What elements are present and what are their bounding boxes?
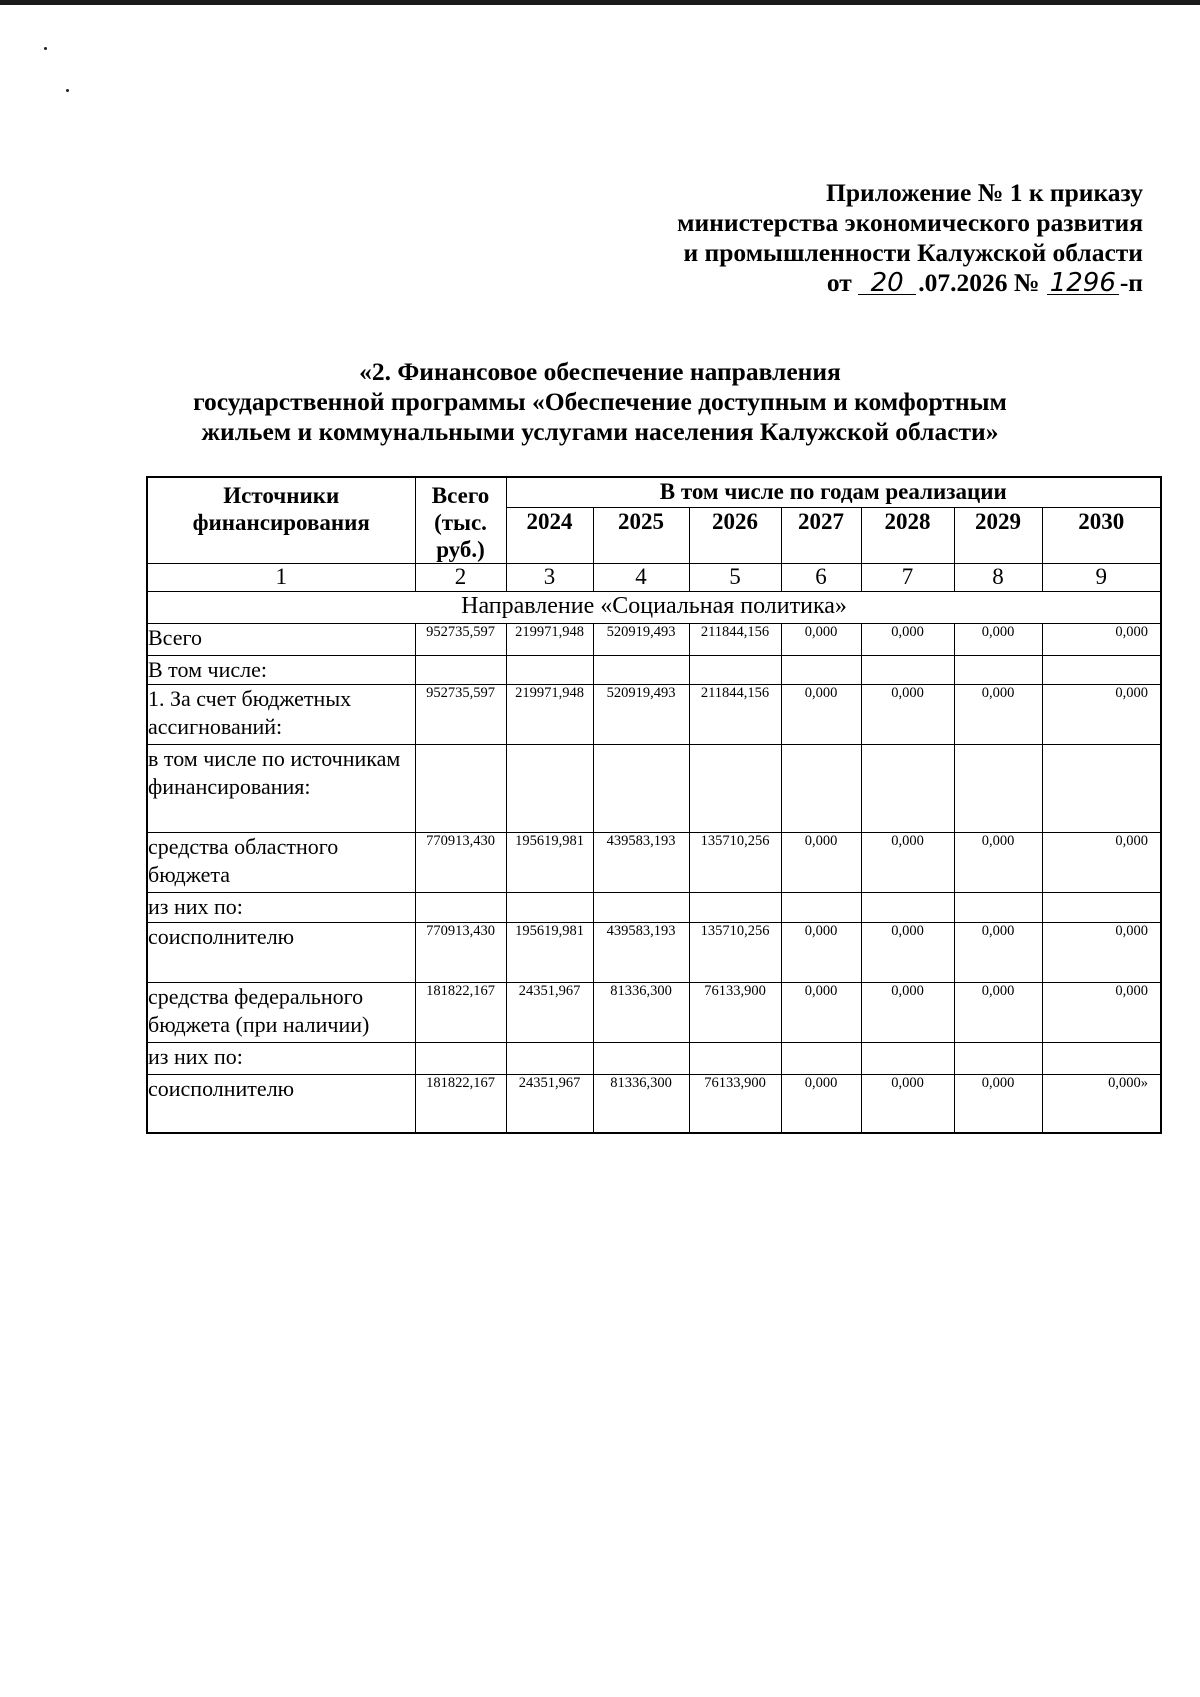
- cell-year: [861, 893, 954, 923]
- scan-speck: [66, 89, 69, 92]
- date-rest: .07.2026 №: [918, 268, 1040, 297]
- cell-year: [1042, 656, 1161, 685]
- handwritten-order-number: 1296: [1047, 272, 1119, 295]
- cell-year: 211844,156: [689, 624, 781, 656]
- row-label: Всего: [147, 624, 415, 656]
- cell-year: 0,000: [1042, 685, 1161, 745]
- table-row: [147, 1075, 1161, 1133]
- cell-year: 520919,493: [593, 685, 689, 745]
- cell-year: 219971,948: [506, 685, 593, 745]
- header-years-group: В том числе по годам реализации: [506, 477, 1161, 507]
- cell-year: 0,000: [781, 1075, 861, 1133]
- section-title: Направление «Социальная политика»: [147, 592, 1161, 624]
- cell-year: [689, 1043, 781, 1075]
- table-row: [147, 983, 1161, 1043]
- cell-year: 76133,900: [689, 983, 781, 1043]
- column-number-row: [147, 564, 1161, 592]
- cell-year: 195619,981: [506, 833, 593, 893]
- cell-year: 0,000: [954, 685, 1042, 745]
- document-header: [677, 178, 1143, 298]
- cell-year: [689, 893, 781, 923]
- cell-total: 952735,597: [415, 685, 506, 745]
- cell-year: 219971,948: [506, 624, 593, 656]
- cell-year: 24351,967: [506, 983, 593, 1043]
- cell-year: 0,000: [781, 983, 861, 1043]
- cell-total: 770913,430: [415, 833, 506, 893]
- table-row: [147, 656, 1161, 685]
- cell-year: 0,000: [861, 983, 954, 1043]
- scan-top-edge: [0, 0, 1200, 5]
- cell-year: [593, 745, 689, 833]
- cell-year: 0,000: [861, 833, 954, 893]
- header-source: Источники финансирования: [147, 477, 415, 564]
- row-label: соисполнителю: [147, 1075, 415, 1133]
- scan-speck: [44, 47, 47, 50]
- cell-total: 770913,430: [415, 923, 506, 983]
- cell-total: [415, 1043, 506, 1075]
- cell-total: 181822,167: [415, 1075, 506, 1133]
- cell-year: [506, 1043, 593, 1075]
- cell-year: [861, 745, 954, 833]
- cell-year: 520919,493: [593, 624, 689, 656]
- column-number: 1: [147, 564, 415, 592]
- cell-year: 0,000: [954, 983, 1042, 1043]
- row-label: из них по:: [147, 1043, 415, 1075]
- column-number: 9: [1042, 564, 1161, 592]
- cell-total: [415, 745, 506, 833]
- column-number: 4: [593, 564, 689, 592]
- order-suffix: -п: [1119, 268, 1143, 297]
- cell-year: 81336,300: [593, 1075, 689, 1133]
- column-number: 3: [506, 564, 593, 592]
- cell-year: [861, 656, 954, 685]
- cell-year: 0,000: [861, 624, 954, 656]
- cell-year: [593, 1043, 689, 1075]
- cell-year: [954, 893, 1042, 923]
- cell-year: 135710,256: [689, 833, 781, 893]
- cell-year: [506, 656, 593, 685]
- cell-year: 0,000: [954, 624, 1042, 656]
- cell-year: 76133,900: [689, 1075, 781, 1133]
- financing-table: [146, 476, 1162, 1134]
- cell-year: [1042, 893, 1161, 923]
- header-year: 2030: [1042, 507, 1161, 563]
- row-label: из них по:: [147, 893, 415, 923]
- column-number: 8: [954, 564, 1042, 592]
- table-row: [147, 1043, 1161, 1075]
- document-title: [0, 357, 1200, 447]
- table-row: [147, 624, 1161, 656]
- cell-year: 0,000: [1042, 983, 1161, 1043]
- table-row: [147, 685, 1161, 745]
- header-line-3: и промышленности Калужской области: [683, 238, 1143, 267]
- cell-year: 0,000: [861, 923, 954, 983]
- header-year: 2024: [506, 507, 593, 563]
- column-number: 6: [781, 564, 861, 592]
- header-date-line: [677, 268, 1143, 298]
- cell-year: [954, 656, 1042, 685]
- cell-year: [781, 745, 861, 833]
- cell-total: [415, 656, 506, 685]
- column-number: 7: [861, 564, 954, 592]
- title-line-2: государственной программы «Обеспечение доступным и комфортным: [193, 387, 1007, 416]
- cell-year: [861, 1043, 954, 1075]
- row-label: средства федерального бюджета (при наличии): [147, 983, 415, 1043]
- cell-year: 0,000: [1042, 923, 1161, 983]
- header-line-1: Приложение № 1 к приказу: [826, 178, 1143, 207]
- cell-year: 0,000: [781, 833, 861, 893]
- row-label: 1. За счет бюджетных ассигнований:: [147, 685, 415, 745]
- header-year: 2025: [593, 507, 689, 563]
- cell-total: 181822,167: [415, 983, 506, 1043]
- cell-year: [689, 745, 781, 833]
- cell-year: [954, 745, 1042, 833]
- row-label: В том числе:: [147, 656, 415, 685]
- cell-year: [689, 656, 781, 685]
- cell-year: 0,000: [781, 624, 861, 656]
- row-label: соисполнителю: [147, 923, 415, 983]
- cell-year: 0,000: [861, 1075, 954, 1133]
- header-line-2: министерства экономического развития: [677, 208, 1143, 237]
- header-year: 2026: [689, 507, 781, 563]
- header-total: Всего (тыс. руб.): [415, 477, 506, 564]
- cell-year: [593, 656, 689, 685]
- header-year: 2029: [954, 507, 1042, 563]
- cell-year: 81336,300: [593, 983, 689, 1043]
- cell-year: 0,000: [1042, 624, 1161, 656]
- title-line-1: «2. Финансовое обеспечение направления: [359, 357, 841, 386]
- cell-year: [593, 893, 689, 923]
- column-number: 2: [415, 564, 506, 592]
- cell-year: [506, 745, 593, 833]
- table-row: [147, 745, 1161, 833]
- cell-year: [1042, 1043, 1161, 1075]
- cell-year: 24351,967: [506, 1075, 593, 1133]
- cell-year: [781, 893, 861, 923]
- table-row: [147, 923, 1161, 983]
- cell-year: 439583,193: [593, 833, 689, 893]
- title-line-3: жильем и коммунальными услугами населения Калужской области»: [201, 417, 999, 446]
- cell-year: 0,000: [954, 1075, 1042, 1133]
- column-number: 5: [689, 564, 781, 592]
- row-label: в том числе по источникам финансирования:: [147, 745, 415, 833]
- cell-year: 0,000: [1042, 833, 1161, 893]
- cell-year: [781, 656, 861, 685]
- cell-total: 952735,597: [415, 624, 506, 656]
- cell-total: [415, 893, 506, 923]
- cell-year: [954, 1043, 1042, 1075]
- cell-year: 135710,256: [689, 923, 781, 983]
- date-prefix: от: [826, 268, 852, 297]
- cell-year: 0,000»: [1042, 1075, 1161, 1133]
- table-row: [147, 893, 1161, 923]
- header-year: 2027: [781, 507, 861, 563]
- cell-year: [1042, 745, 1161, 833]
- cell-year: 0,000: [954, 923, 1042, 983]
- table-body: [147, 624, 1161, 1133]
- cell-year: 439583,193: [593, 923, 689, 983]
- cell-year: 0,000: [781, 685, 861, 745]
- cell-year: 211844,156: [689, 685, 781, 745]
- cell-year: [781, 1043, 861, 1075]
- cell-year: 0,000: [781, 923, 861, 983]
- row-label: средства областного бюджета: [147, 833, 415, 893]
- cell-year: 0,000: [954, 833, 1042, 893]
- header-year: 2028: [861, 507, 954, 563]
- cell-year: [506, 893, 593, 923]
- cell-year: 0,000: [861, 685, 954, 745]
- handwritten-day: 20: [858, 272, 916, 295]
- cell-year: 195619,981: [506, 923, 593, 983]
- table-row: [147, 833, 1161, 893]
